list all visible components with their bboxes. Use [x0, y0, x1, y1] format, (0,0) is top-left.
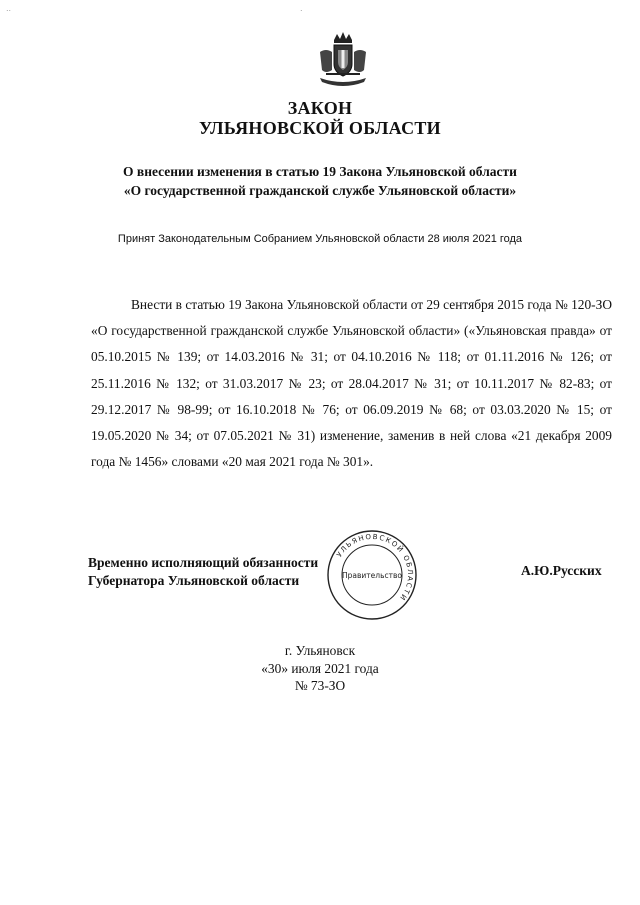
signatory-position-line-1: Временно исполняющий обязанности [88, 555, 319, 570]
signatory-position-line-2: Губернатора Ульяновской области [88, 573, 300, 588]
signing-date: «30» июля 2021 года [261, 661, 379, 676]
subject-line-2: «О государственной гражданской службе Ульяновской области» [123, 183, 517, 198]
law-subject [60, 162, 580, 200]
scan-corner-mark: .. [6, 4, 12, 13]
place-of-signing: г. Ульяновск [284, 643, 356, 658]
adoption-note: Принят Законодательным Собранием Ульяновской области 28 июля 2021 года [117, 233, 523, 245]
law-region-heading: УЛЬЯНОВСКОЙ ОБЛАСТИ [199, 118, 441, 138]
law-heading: ЗАКОН [287, 98, 353, 118]
official-seal-stamp [324, 527, 420, 623]
law-number: № 73-ЗО [294, 678, 346, 693]
coat-of-arms-icon [312, 30, 374, 92]
svg-text:УЛЬЯНОВСКОЙ ОБЛАСТИ: УЛЬЯНОВСКОЙ ОБЛАСТИ [335, 532, 415, 603]
scan-corner-mark: . [300, 4, 303, 13]
law-body-paragraph: Внести в статью 19 Закона Ульяновской области от 29 сентября 2015 года № 120-ЗО «О государственной гражданской службе Ульяновской области» («Ульяновская правда» от 05.10.2015 № 139; от 14.03.2016 № 31; от 04.10.2016 № 118; от 01.11.2016 № 126; от 25.11.2016 № 132; от 31.03.2017 № 23; от 28.04.2017 № 31; от 10.11.2017 № 82-83; от 29.12.2017 № 98-99; от 16.10.2018 № 76; от 06.09.2019 № 68; от 03.03.2020 № 15; от 19.05.2020 № 34; от 07.05.2021 № 31) изменение, заменив в ней слова «21 декабря 2009 года № 1456» словами «20 мая 2021 года № 301». [91, 297, 612, 470]
signatory-position [88, 554, 318, 590]
stamp-center-text: Правительство [342, 571, 402, 580]
signatory-name: А.Ю.Русских [521, 563, 602, 578]
subject-line-1: О внесении изменения в статью 19 Закона Ульяновской области [123, 164, 517, 179]
